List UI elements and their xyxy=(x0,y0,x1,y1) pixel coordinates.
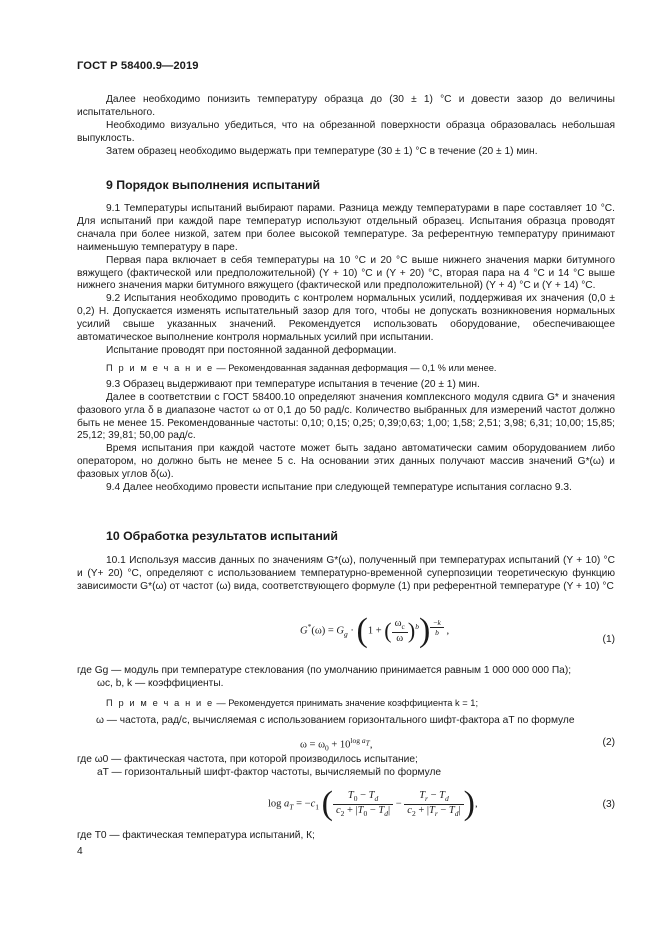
formula-3: $\log a_T = -c_1$ ( $\frac{T_0 - T_d}{c_2 + |T_0 - T_d|}$ − $\frac{T_r - T_d}{c_2 + |T_r - T_d|}$ ), xyxy=(268,785,478,822)
paragraph: 10.1 Используя массив данных по значениям G*(ω), полученный при температурах испытаний (Y + 10) °С и (Y+ 20) °С, определяют с использованием температурно-временной суперпозиции теоретическую функцию зависимости G*(ω) от частот (ω) вида, соответствующего формуле (1) при референтной температуре (Y + 10) °С xyxy=(77,555,615,592)
page-number: 4 xyxy=(77,846,83,857)
definition: где T0 — фактическая температура испытаний, К; xyxy=(77,830,315,841)
where-block-1 xyxy=(77,665,615,691)
paragraph: Далее в соответствии с ГОСТ 58400.10 определяют значения комплексного модуля сдвига G* и значения фазового угла δ в диапазоне частот ω от 0,1 до 50 рад/с. Количество выбранных для измерений частот должно быть не менее 15. Рекомендованные частоты: 0,10; 0,15; 0,25; 0,39;0,63; 1,00; 1,58; 2,51; 3,98; 6,31; 10,00; 15,85; 25,12; 39,81; 50,00 рад/с. xyxy=(77,391,615,442)
note-text: — Рекомендуется принимать значение коэффициента k = 1; xyxy=(213,698,479,708)
intro-text xyxy=(77,94,615,159)
note-2 xyxy=(106,697,615,710)
omega-definition: ω — частота, рад/с, вычисляемая с использованием горизонтального шифт-фактора aT по формуле xyxy=(96,715,575,726)
equation-number-1: (1) xyxy=(602,634,615,645)
note xyxy=(77,362,615,375)
section-10-body xyxy=(77,555,615,594)
definition: ωc, b, k — коэффициенты. xyxy=(97,677,224,689)
note-label: П р и м е ч а н и е xyxy=(106,698,214,708)
section-9-heading: 9 Порядок выполнения испытаний xyxy=(106,178,321,192)
definition: где ω0 — фактическая частота, при которой производилось испытание; xyxy=(77,754,418,765)
definition: aT — горизонтальный шифт-фактор частоты, вычисляемый по формуле xyxy=(97,766,442,778)
note-label: П р и м е ч а н и е xyxy=(106,362,214,373)
paragraph: 9.1 Температуры испытаний выбирают парами. Разница между температурами в паре составляет 10 °С. Для испытаний при каждой паре температур используют отдельный образец. Испытания образца проводят сначала при более низкой, затем при более высокой температуре. За референтную температуру принимают наименьшую температуру в паре. xyxy=(77,203,615,253)
paragraph: 9.3 Образец выдерживают при температуре испытания в течение (20 ± 1) мин. xyxy=(106,378,480,390)
document-header: ГОСТ Р 58400.9—2019 xyxy=(77,60,199,72)
definition: где Gg — модуль при температуре стеклования (по умолчанию принимается равным 1 000 000 000 Па); xyxy=(77,665,572,676)
where-block-3 xyxy=(77,830,615,843)
paragraph: 9.2 Испытания необходимо проводить с контролем нормальных усилий, поддерживая их значения (0,0 ± 0,2) Н. Допускается изменять испытательный зазор для того, чтобы не допускать возникновения нормальных усилий свыше указанных значений. Рекомендуется использовать оборудование, обеспечивающее автоматическое выполнение контроля нормальных усилий при испытании. xyxy=(77,293,615,344)
formula-1: $G^*(\omega) = G_g \cdot (1$ + ( $\frac{\omega_c}{\omega}$ )$^b$) $^{\frac{-k}{b}}$ , xyxy=(300,612,450,649)
paragraph: 9.4 Далее необходимо провести испытание при следующей температуре испытания согласно 9.3. xyxy=(106,482,572,494)
where-block-2 xyxy=(77,754,615,780)
paragraph: Далее необходимо понизить температуру образца до (30 ± 1) °С и довести зазор до величины испытательного. xyxy=(77,94,615,118)
equation-number-3: (3) xyxy=(602,799,615,810)
paragraph: Время испытания при каждой частоте может быть задано автоматически самим оборудованием либо оператором, но должно быть не менее 5 с. На основании этих данных получают массив значений G*(ω) и фазовых углов δ(ω). xyxy=(77,443,615,481)
paragraph: Затем образец необходимо выдержать при температуре (30 ± 1) °С в течение (20 ± 1) мин. xyxy=(106,145,538,157)
formula-2: $\omega = \omega_0 + 10^{log a_T}$, xyxy=(300,736,373,753)
note-text: — Рекомендованная заданная деформация — 0,1 % или менее. xyxy=(213,362,497,373)
paragraph: Необходимо визуально убедиться, что на обрезанной поверхности образца образовалась небольшая выпуклость. xyxy=(77,119,615,144)
section-9-body xyxy=(77,203,615,495)
equation-number-2: (2) xyxy=(602,737,615,748)
section-10-heading: 10 Обработка результатов испытаний xyxy=(106,529,338,543)
paragraph: Испытание проводят при постоянной заданной деформации. xyxy=(106,344,397,356)
paragraph: Первая пара включает в себя температуры на 10 °С и 20 °С выше нижнего значения марки битумного вяжущего (фактической или предположительной) (Y + 10) °С и (Y + 20) °С, вторая пара на 4 °С и 14 °С выше нижнего значения марки битумного вяжущего (фактической или предположительной) (Y + 4) °С и (Y + 14) °С. xyxy=(77,254,615,292)
